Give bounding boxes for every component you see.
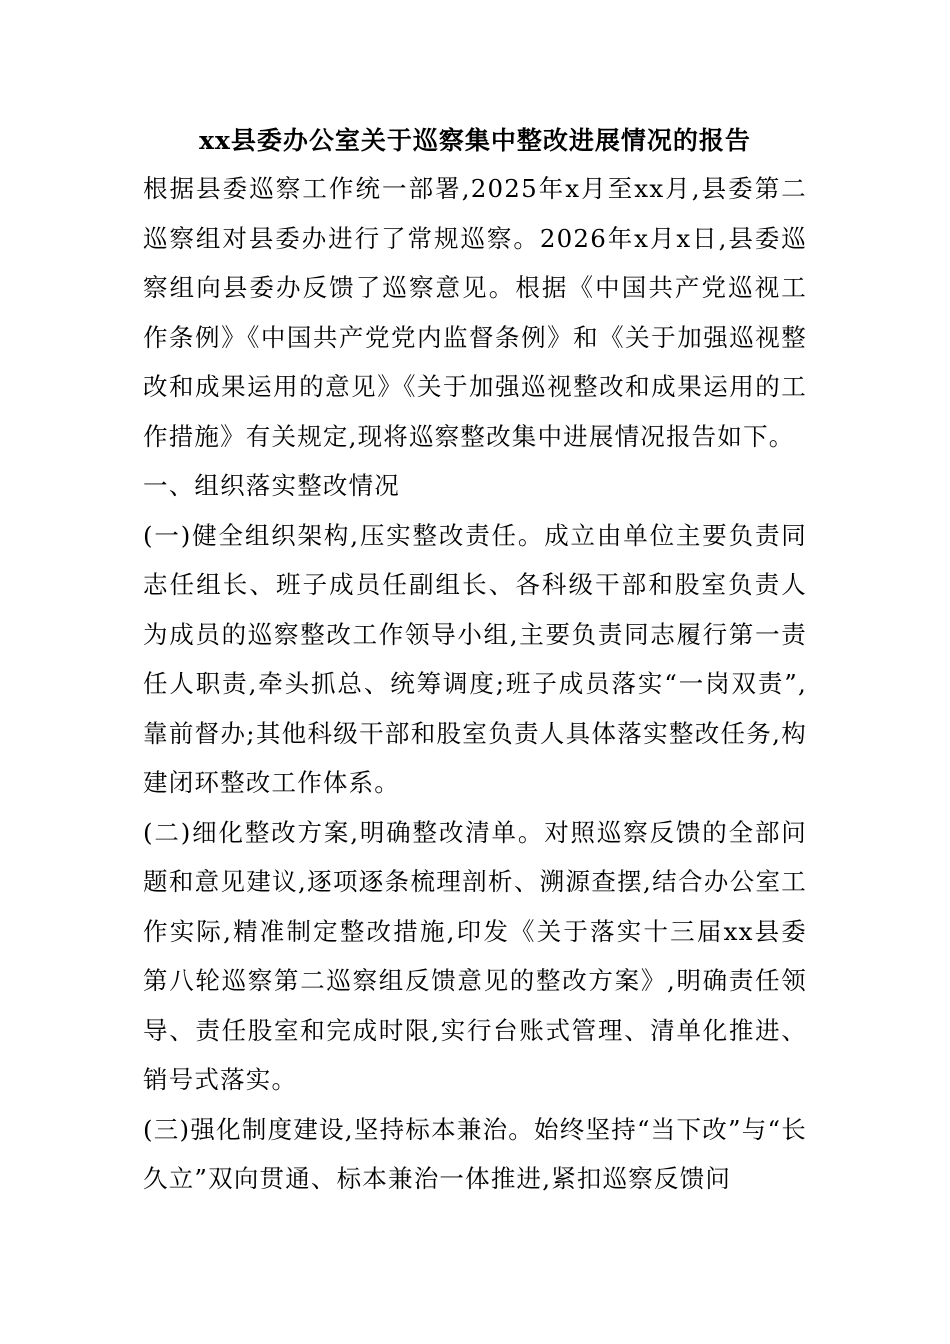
intro-paragraph: 根据县委巡察工作统一部署,2025年x月至xx月,县委第二巡察组对县委办进行了常规巡察。2026年x月x日,县委巡察组向县委办反馈了巡察意见。根据《中国共产党巡视工作条例》《中国共产党党内监督条例》和《关于加强巡视整改和成果运用的意见》《关于加强巡视整改和成果运用的工作措施》有关规定,现将巡察整改集中进展情况报告如下。: [143, 174, 807, 451]
subsection-2-paragraph: (二)细化整改方案,明确整改清单。对照巡察反馈的全部问题和意见建议,逐项逐条梳理剖析、溯源查摆,结合办公室工作实际,精准制定整改措施,印发《关于落实十三届xx县委第八轮巡察第二巡察组反馈意见的整改方案》,明确责任领导、责任股室和完成时限,实行台账式管理、清单化推进、销号式落实。: [143, 817, 807, 1094]
section-heading: 一、组织落实整改情况: [143, 471, 400, 500]
subsection-3-paragraph: (三)强化制度建设,坚持标本兼治。始终坚持“当下改”与“长久立”双向贯通、标本兼治一体推进,紧扣巡察反馈问: [143, 1114, 807, 1193]
document-title: xx县委办公室关于巡察集中整改进展情况的报告: [199, 126, 751, 155]
subsection-1-paragraph: (一)健全组织架构,压实整改责任。成立由单位主要负责同志任组长、班子成员任副组长、各科级干部和股室负责人为成员的巡察整改工作领导小组,主要负责同志履行第一责任人职责,牵头抓总、统筹调度;班子成员落实“一岗双责”,靠前督办;其他科级干部和股室负责人具体落实整改任务,构建闭环整改工作体系。: [143, 520, 807, 797]
document-body: [143, 118, 807, 1204]
